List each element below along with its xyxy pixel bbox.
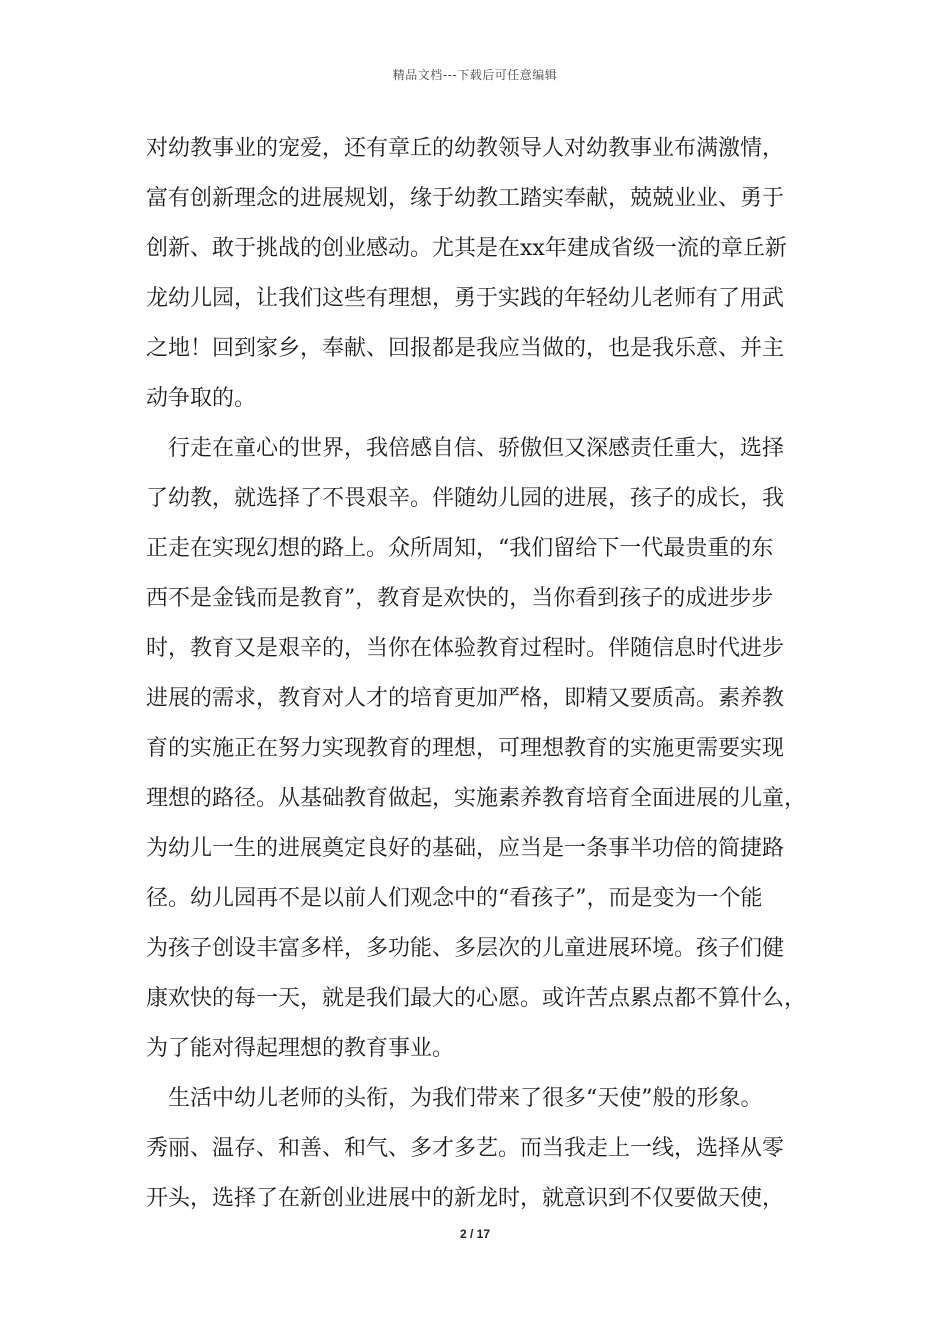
text-line: 对幼教事业的宠爱，还有章丘的幼教领导人对幼教事业布满激情， — [146, 136, 785, 161]
text-line: 行走在童心的世界，我倍感自信、骄傲但又深感责任重大，选择 — [168, 436, 785, 461]
text-line: 之地！回到家乡，奉献、回报都是我应当做的，也是我乐意、并主 — [146, 336, 785, 361]
text-line: 进展的需求，教育对人才的培育更加严格，即精又要质高。素养教 — [146, 686, 785, 711]
text-line: 西不是金钱而是教育”，教育是欢快的，当你看到孩子的成进步步 — [146, 586, 774, 611]
text-line: 径。幼儿园再不是以前人们观念中的“看孩子”，而是变为一个能 — [146, 886, 763, 911]
paragraph-2 — [146, 424, 814, 1074]
text-line: 育的实施正在努力实现教育的理想，可理想教育的实施更需要实现 — [146, 736, 785, 761]
text-line: 生活中幼儿老师的头衔，为我们带来了很多“天使”般的形象。 — [168, 1086, 763, 1111]
paragraph-1 — [146, 124, 814, 424]
text-line: 富有创新理念的进展规划，缘于幼教工踏实奉献，兢兢业业、勇于 — [146, 186, 785, 211]
text-line: 秀丽、温存、和善、和气、多才多艺。而当我走上一线，选择从零 — [146, 1136, 785, 1161]
text-line: 正走在实现幻想的路上。众所周知，“我们留给下一代最贵重的东 — [146, 536, 774, 561]
text-line: 了幼教，就选择了不畏艰辛。伴随幼儿园的进展，孩子的成长，我 — [146, 486, 785, 511]
text-line: 开头，选择了在新创业进展中的新龙时，就意识到不仅要做天使， — [146, 1186, 785, 1211]
text-line: 为孩子创设丰富多样，多功能、多层次的儿童进展环境。孩子们健 — [146, 936, 785, 961]
text-line: 理想的路径。从基础教育做起，实施素养教育培育全面进展的儿童， — [146, 786, 807, 811]
text-line: 时，教育又是艰辛的，当你在体验教育过程时。伴随信息时代进步 — [146, 636, 785, 661]
text-line: 为幼儿一生的进展奠定良好的基础，应当是一条事半功倍的简捷路 — [146, 836, 785, 861]
text-line: 动争取的。 — [146, 386, 257, 411]
page-header: 精品文档---下载后可任意编辑 — [392, 68, 558, 82]
paragraph-3 — [146, 1074, 814, 1224]
text-line: 为了能对得起理想的教育事业。 — [146, 1036, 455, 1061]
page-number: 2 / 17 — [459, 1227, 491, 1241]
text-line: 创新、敢于挑战的创业感动。尤其是在xx年建成省级一流的章丘新 — [146, 236, 787, 261]
text-line: 龙幼儿园，让我们这些有理想，勇于实践的年轻幼儿老师有了用武 — [146, 286, 785, 311]
text-line: 康欢快的每一天，就是我们最大的心愿。或许苦点累点都不算什么， — [146, 986, 807, 1011]
document-body — [146, 124, 814, 1224]
